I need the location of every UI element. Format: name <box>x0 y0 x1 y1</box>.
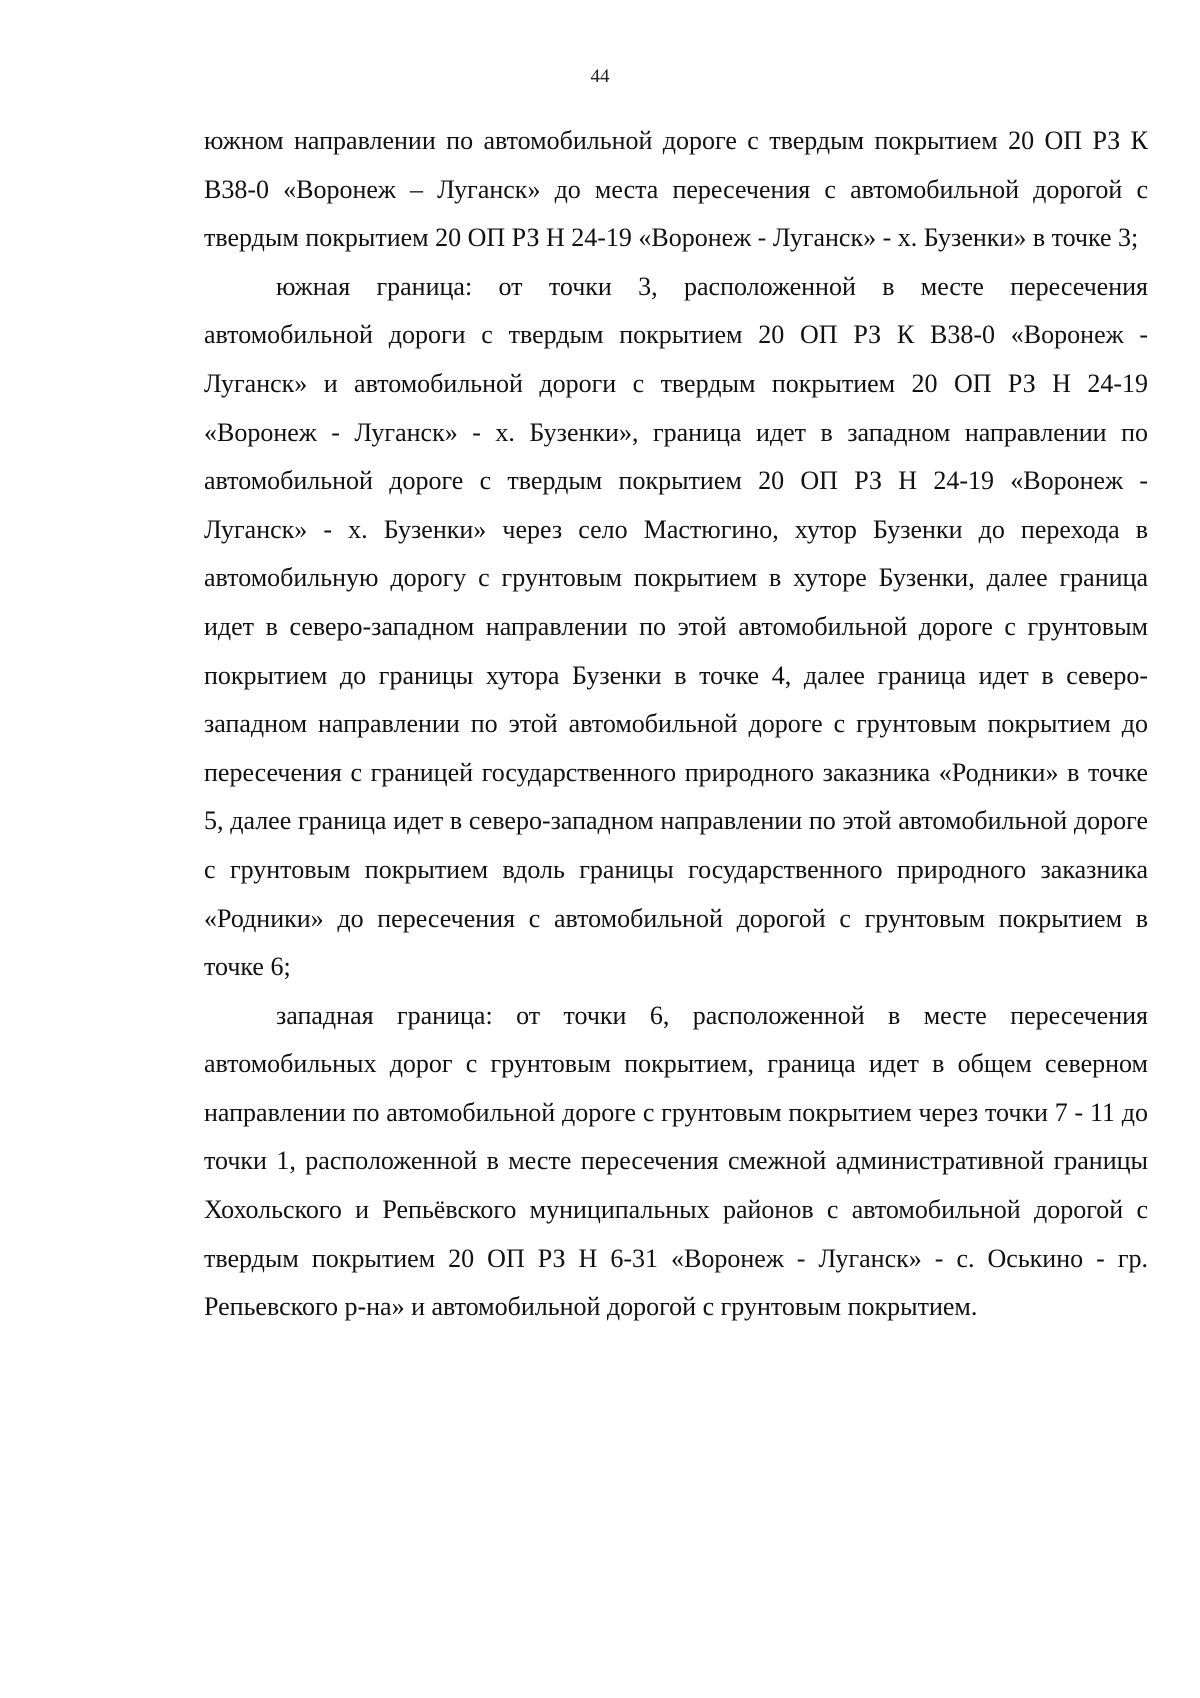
document-body <box>204 117 1148 1332</box>
page-number: 44 <box>590 66 610 87</box>
paragraph-southern-border: южная граница: от точки 3, расположенной в месте пересечения автомобильной дороги с твердым покрытием 20 ОП РЗ К В38-0 «Воронеж - Луганск» и автомобильной дороги с твердым покрытием 20 ОП РЗ Н 24-19 «Воронеж - Луганск» - х. Бузенки», граница идет в западном направлении по автомобильной дороге с твердым покрытием 20 ОП РЗ Н 24-19 «Воронеж - Луганск» - х. Бузенки» через село Мастюгино, хутор Бузенки до перехода в автомобильную дорогу с грунтовым покрытием в хуторе Бузенки, далее граница идет в северо-западном направлении по этой автомобильной дороге с грунтовым покрытием до границы хутора Бузенки в точке 4, далее граница идет в северо-западном направлении по этой автомобильной дороге с грунтовым покрытием до пересечения с границей государственного природного заказника «Родники» в точке 5, далее граница идет в северо-западном направлении по этой автомобильной дороге с грунтовым покрытием вдоль границы государственного природного заказника «Родники» до пересечения с автомобильной дорогой с грунтовым покрытием в точке 6; <box>204 271 1148 982</box>
paragraph-south-direction-continuation: южном направлении по автомобильной дороге с твердым покрытием 20 ОП РЗ К В38-0 «Воронеж – Луганск» до места пересечения с автомобильной дорогой с твердым покрытием 20 ОП РЗ Н 24-19 «Воронеж - Луганск» - х. Бузенки» в точке 3; <box>204 126 1148 253</box>
paragraph-western-border: западная граница: от точки 6, расположенной в месте пересечения автомобильных дорог с грунтовым покрытием, граница идет в общем северном направлении по автомобильной дороге с грунтовым покрытием через точки 7 - 11 до точки 1, расположенной в месте пересечения смежной административной границы Хохольского и Репьёвского муниципальных районов с автомобильной дорогой с твердым покрытием 20 ОП РЗ Н 6-31 «Воронеж - Луганск» - с. Оськино - гр. Репьевского р-на» и автомобильной дорогой с грунтовым покрытием. <box>204 1000 1148 1322</box>
